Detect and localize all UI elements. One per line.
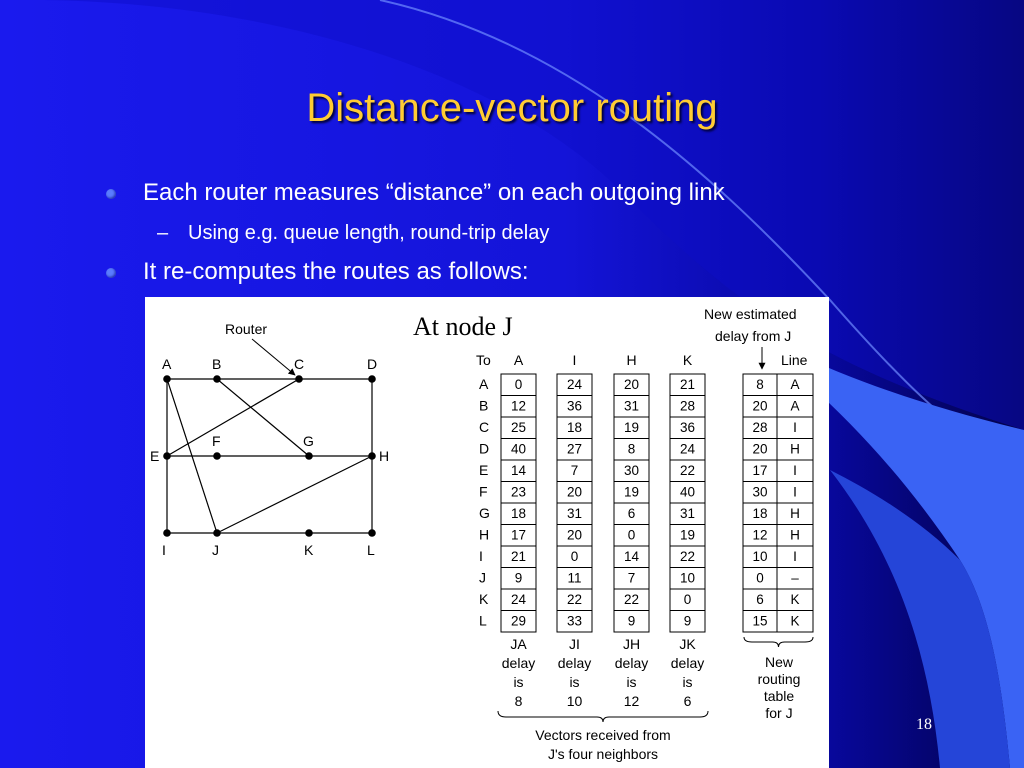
vector-i-value: 18 xyxy=(566,420,583,435)
row-label-k: K xyxy=(479,591,489,607)
new-line-value: H xyxy=(790,441,800,457)
router-label: Router xyxy=(225,321,268,337)
vector-a-value: 23 xyxy=(510,484,527,500)
vector-h-value: 22 xyxy=(623,592,640,607)
neighbor-caption-h: JH xyxy=(622,636,641,652)
vector-i-value: 7 xyxy=(570,463,579,478)
node-c xyxy=(295,375,303,383)
new-table-caption: New xyxy=(764,654,794,670)
routing-figure-svg xyxy=(145,297,829,768)
vector-h-value: 0 xyxy=(627,527,636,543)
node-g xyxy=(305,452,313,460)
vector-a-value: 18 xyxy=(510,506,527,521)
vector-i-value: 11 xyxy=(567,570,582,586)
neighbor-caption-a: JA xyxy=(510,636,527,652)
node-i xyxy=(163,529,171,537)
new-delay-value: 20 xyxy=(752,398,768,414)
vector-k-value: 24 xyxy=(679,441,696,457)
row-label-j: J xyxy=(479,569,486,586)
neighbor-caption-h: delay xyxy=(614,655,649,671)
vector-k-value: 31 xyxy=(679,506,696,521)
new-table-brace xyxy=(744,637,813,647)
node-a xyxy=(163,375,171,383)
vector-i-value: 20 xyxy=(566,527,583,543)
neighbor-caption-a: delay xyxy=(501,655,536,671)
neighbor-caption-i: 10 xyxy=(566,693,583,709)
new-line-value: – xyxy=(791,570,799,586)
vector-k-value: 10 xyxy=(679,570,696,586)
vector-k-value: 19 xyxy=(679,527,696,543)
new-line-value: K xyxy=(790,613,800,629)
node-b xyxy=(213,375,221,383)
new-line-value: K xyxy=(790,592,800,607)
neighbor-caption-k: JK xyxy=(679,636,696,652)
row-label-i: I xyxy=(479,548,483,564)
vector-a-value: 40 xyxy=(510,441,527,457)
node-label-f: F xyxy=(212,433,221,449)
bullet-dot-icon xyxy=(106,268,116,278)
vector-a-value: 0 xyxy=(514,377,523,392)
neighbor-header-i: I xyxy=(572,352,577,368)
node-f xyxy=(213,452,221,460)
new-delay-value: 8 xyxy=(756,377,764,392)
slide-number: 18 xyxy=(916,716,932,733)
new-delay-value: 17 xyxy=(752,463,768,478)
new-delay-value: 0 xyxy=(756,570,764,586)
node-label-g: G xyxy=(303,433,314,449)
new-delay-value: 28 xyxy=(752,420,768,435)
node-label-b: B xyxy=(212,356,222,372)
bullet-dot-icon xyxy=(106,189,116,199)
vector-h-value: 30 xyxy=(623,463,640,478)
new-delay-value: 30 xyxy=(752,484,768,500)
new-delay-value: 18 xyxy=(752,506,768,521)
vector-a-value: 9 xyxy=(514,570,523,586)
line-header: Line xyxy=(781,352,808,368)
vector-k-value: 0 xyxy=(683,592,692,607)
neighbor-caption-h: 12 xyxy=(623,693,640,709)
vector-i-value: 36 xyxy=(566,398,583,414)
row-label-h: H xyxy=(479,526,490,543)
vector-k-value: 9 xyxy=(683,613,692,629)
new-delay-value: 15 xyxy=(752,613,768,629)
row-label-c: C xyxy=(479,419,490,435)
vector-i-value: 22 xyxy=(566,592,583,607)
neighbor-caption-k: delay xyxy=(670,655,705,671)
vector-i-value: 0 xyxy=(570,549,579,564)
node-label-a: A xyxy=(162,356,172,372)
neighbor-header-k: K xyxy=(682,352,693,368)
neighbor-caption-k: 6 xyxy=(683,693,692,709)
vector-a-value: 25 xyxy=(510,420,527,435)
graph-edge-JH xyxy=(217,456,372,533)
new-line-value: I xyxy=(793,463,797,478)
vector-k-value: 21 xyxy=(679,377,696,392)
vector-i-value: 20 xyxy=(566,484,583,500)
row-label-g: G xyxy=(479,505,490,521)
node-label-h: H xyxy=(379,448,390,464)
new-table-caption: table xyxy=(763,688,795,704)
vector-k-value: 22 xyxy=(679,549,696,564)
row-label-l: L xyxy=(479,612,487,629)
node-d xyxy=(368,375,376,383)
bullet-text-2: It re-computes the routes as follows: xyxy=(143,258,529,285)
vector-k-value: 22 xyxy=(679,463,696,478)
vectors-brace xyxy=(498,711,708,722)
row-label-e: E xyxy=(479,462,489,478)
row-label-a: A xyxy=(479,376,489,392)
vector-h-value: 8 xyxy=(627,441,636,457)
vector-k-value: 36 xyxy=(679,420,696,435)
routing-tables xyxy=(413,306,813,762)
node-label-j: J xyxy=(212,542,219,558)
node-label-e: E xyxy=(150,448,160,464)
slide-title: Distance-vector routing xyxy=(306,86,718,130)
row-label-d: D xyxy=(479,440,490,457)
row-label-f: F xyxy=(479,483,488,500)
new-delay-value: 10 xyxy=(752,549,768,564)
node-k xyxy=(305,529,313,537)
node-h xyxy=(368,452,376,460)
new-line-value: A xyxy=(790,398,800,414)
neighbor-header-a: A xyxy=(513,352,524,368)
vector-a-value: 12 xyxy=(510,398,527,414)
neighbor-caption-h: is xyxy=(626,674,637,690)
node-label-c: C xyxy=(294,356,305,372)
vector-h-value: 14 xyxy=(623,549,640,564)
network-graph xyxy=(150,321,389,558)
at-node-label: At node J xyxy=(413,312,513,341)
new-delay-value: 6 xyxy=(756,592,764,607)
graph-edge-EC xyxy=(167,379,299,456)
vector-a-value: 14 xyxy=(510,463,527,478)
routing-figure xyxy=(145,297,829,768)
new-line-value: I xyxy=(793,549,797,564)
node-label-i: I xyxy=(162,542,166,558)
vector-h-value: 19 xyxy=(623,420,640,435)
new-line-value: A xyxy=(790,377,800,392)
new-delay-value: 20 xyxy=(752,441,768,457)
row-label-b: B xyxy=(479,397,489,414)
router-pointer-arrow xyxy=(252,339,295,375)
vector-i-value: 31 xyxy=(566,506,583,521)
node-e xyxy=(163,452,171,460)
new-table-caption: routing xyxy=(757,671,801,687)
vector-h-value: 31 xyxy=(623,398,640,414)
new-line-value: H xyxy=(790,527,800,543)
vectors-caption: Vectors received from xyxy=(535,727,671,743)
new-delay-value: 12 xyxy=(752,527,768,543)
bullet-text-1: Each router measures “distance” on each outgoing link xyxy=(143,179,725,206)
new-line-value: I xyxy=(793,420,797,435)
node-j xyxy=(213,529,221,537)
node-label-l: L xyxy=(367,542,375,558)
vector-h-value: 9 xyxy=(627,613,636,629)
sub-bullet-text-1: Using e.g. queue length, round-trip delay xyxy=(188,222,550,244)
vector-a-value: 21 xyxy=(510,549,527,564)
vector-i-value: 27 xyxy=(566,441,583,457)
new-estimated-label-line-2: delay from J xyxy=(715,328,792,344)
vector-h-value: 6 xyxy=(627,506,636,521)
new-line-value: H xyxy=(790,506,800,521)
neighbor-caption-a: is xyxy=(513,674,524,690)
neighbor-caption-i: JI xyxy=(569,636,580,652)
sub-bullet-dash: – xyxy=(157,222,169,244)
neighbor-caption-a: 8 xyxy=(514,693,523,709)
vector-a-value: 17 xyxy=(510,527,527,543)
graph-edge-BG xyxy=(217,379,309,456)
node-label-k: K xyxy=(304,542,314,558)
new-line-value: I xyxy=(793,484,797,500)
new-table-caption: for J xyxy=(765,705,793,721)
vector-h-value: 7 xyxy=(627,570,636,586)
neighbor-caption-i: delay xyxy=(557,655,592,671)
neighbor-caption-i: is xyxy=(569,674,580,690)
vectors-caption: J's four neighbors xyxy=(547,746,659,762)
new-estimated-label-line-1: New estimated xyxy=(704,306,797,322)
vector-k-value: 40 xyxy=(679,484,696,500)
vector-i-value: 33 xyxy=(566,613,583,629)
vector-a-value: 29 xyxy=(510,613,527,629)
node-label-d: D xyxy=(367,356,378,372)
node-l xyxy=(368,529,376,537)
neighbor-header-h: H xyxy=(626,352,637,368)
vector-k-value: 28 xyxy=(679,398,696,414)
vector-i-value: 24 xyxy=(566,377,583,392)
vector-h-value: 20 xyxy=(623,377,640,392)
neighbor-caption-k: is xyxy=(682,674,693,690)
vector-h-value: 19 xyxy=(623,484,640,500)
vector-a-value: 24 xyxy=(510,592,527,607)
to-header: To xyxy=(476,352,491,368)
